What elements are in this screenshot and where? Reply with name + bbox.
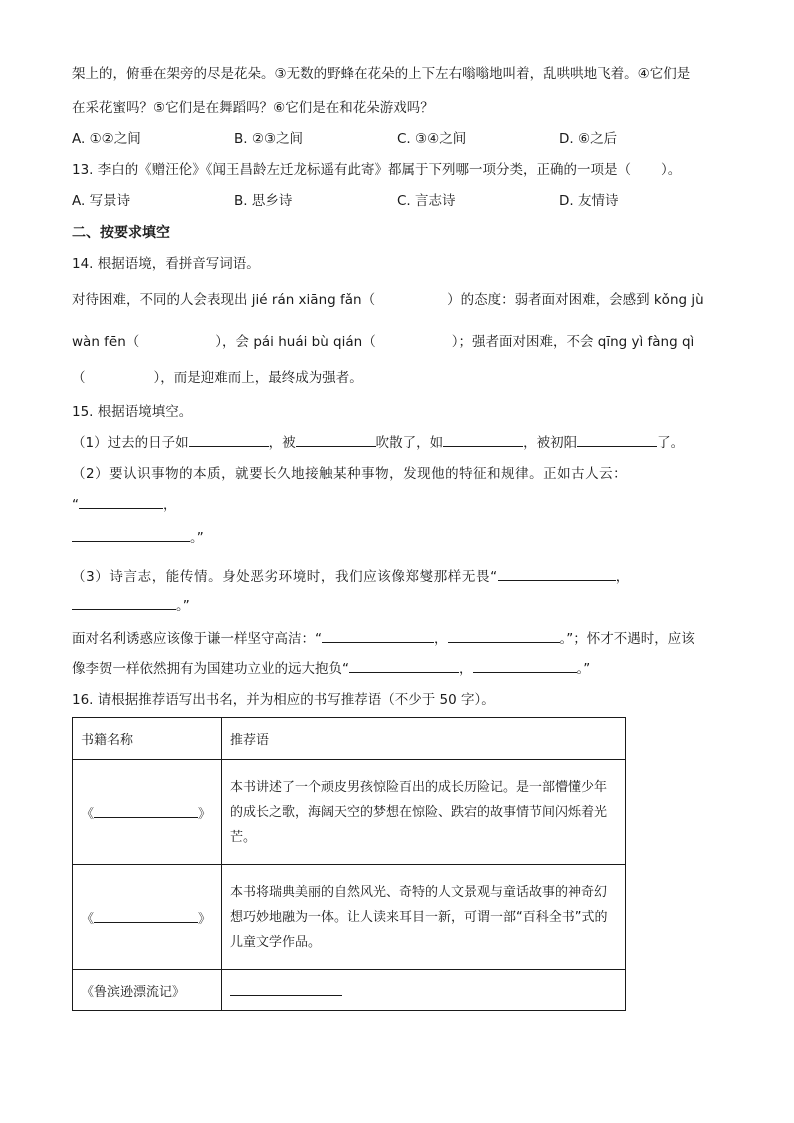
row1-book-name-blank[interactable] bbox=[94, 803, 198, 818]
row3-recommendation-blank[interactable] bbox=[230, 981, 342, 996]
q15-part-2-line-3 bbox=[72, 527, 204, 548]
q12-passage-line-1: 架上的，俯垂在架旁的尽是花朵。③无数的野蜂在花朵的上下左右嗡嗡地叫着，乱哄哄地飞着。④它们是 bbox=[72, 66, 691, 82]
q15-text-13: ， bbox=[434, 631, 448, 647]
q12-option-b[interactable]: B. ②③之间 bbox=[234, 131, 304, 147]
q15-blank-1[interactable] bbox=[189, 432, 269, 447]
book-bracket-close: 》 bbox=[198, 806, 212, 822]
q14-text-5: ）；强者面对困难，不会 qīng yì fàng qì bbox=[451, 334, 695, 350]
table-row bbox=[73, 760, 626, 865]
q12-option-c[interactable]: C. ③④之间 bbox=[397, 131, 467, 147]
q15-blank-7[interactable] bbox=[498, 566, 616, 581]
q15-text-16: ， bbox=[459, 661, 473, 677]
q13-stem-end: ）。 bbox=[661, 162, 682, 178]
q13-option-b[interactable]: B. 思乡诗 bbox=[234, 193, 293, 209]
table-row bbox=[73, 970, 626, 1011]
q14-line-1 bbox=[72, 290, 704, 310]
q16-stem: 16. 请根据推荐语写出书名，并为相应的书写推荐语（不少于 50 字）。 bbox=[72, 692, 495, 708]
q13-stem bbox=[72, 160, 681, 180]
q15-stem: 15. 根据语境填空。 bbox=[72, 404, 193, 420]
q12-option-a[interactable]: A. ①②之间 bbox=[72, 131, 141, 147]
q15-blank-5[interactable] bbox=[79, 494, 163, 509]
row1-recommendation-text: 本书讲述了一个顽皮男孩惊险百出的成长历险记。是一部懵懂少年的成长之歌，海阔天空的梦想在惊险、跌宕的故事情节间闪烁着光芒。 bbox=[230, 779, 608, 845]
q15-text-17: 。” bbox=[576, 661, 591, 677]
table-header-row bbox=[73, 718, 626, 760]
q15-part-2: （2）要认识事物的本质，就要长久地接触某种事物，发现他的特征和规律。正如古人云： bbox=[72, 466, 628, 482]
q14-text-7: ），而是迎难而上，最终成为强者。 bbox=[153, 370, 363, 386]
q15-part-5 bbox=[72, 658, 590, 679]
q13-option-a[interactable]: A. 写景诗 bbox=[72, 193, 131, 209]
q15-part-1 bbox=[72, 432, 684, 453]
q15-part-2-line-2 bbox=[72, 494, 177, 515]
q15-blank-9[interactable] bbox=[322, 628, 434, 643]
row3-recommendation bbox=[222, 970, 626, 1011]
row2-recommendation-text: 本书将瑞典美丽的自然风光、奇特的人文景观与童话故事的神奇幻想巧妙地融为一体。让人读来耳目一新，可谓一部“百科全书”式的儿童文学作品。 bbox=[230, 884, 608, 950]
q13-stem-text: 13. 李白的《赠汪伦》《闻王昌龄左迁龙标遥有此寄》都属于下列哪一项分类，正确的一项是（ bbox=[72, 162, 632, 178]
header-recommendation: 推荐语 bbox=[222, 718, 626, 760]
header-book-name: 书籍名称 bbox=[73, 718, 222, 760]
row2-recommendation bbox=[222, 865, 626, 970]
q15-part-3-line-2 bbox=[72, 595, 190, 616]
book-bracket-close: 》 bbox=[198, 911, 212, 927]
q15-text-14: 。”；怀才不遇时，应该 bbox=[559, 631, 695, 647]
q14-text-1: 对待困难，不同的人会表现出 jié rán xiāng fǎn（ bbox=[72, 292, 376, 308]
q15-text-6: “ bbox=[72, 497, 79, 513]
q15-text-12: 面对名利诱惑应该像于谦一样坚守高洁：“ bbox=[72, 631, 322, 647]
q15-text-3: 吹散了，如 bbox=[375, 435, 444, 451]
row1-book-name bbox=[73, 760, 222, 865]
q15-text-9: （3）诗言志，能传情。身处恶劣环境时，我们应该像郑燮那样无畏“ bbox=[72, 569, 498, 585]
q15-text-4: ，被初阳 bbox=[523, 435, 578, 451]
q15-text-15: 像李贺一样依然拥有为国建功立业的远大抱负“ bbox=[72, 661, 349, 677]
q15-text-11: 。” bbox=[176, 598, 190, 614]
q15-blank-4[interactable] bbox=[577, 432, 657, 447]
q14-text-2: ）的态度：弱者面对困难，会感到 kǒng jù bbox=[447, 292, 704, 308]
q15-text-1: （1）过去的日子如 bbox=[72, 435, 189, 451]
q14-line-3 bbox=[72, 368, 363, 388]
q15-blank-3[interactable] bbox=[443, 432, 523, 447]
q15-blank-10[interactable] bbox=[448, 628, 560, 643]
q15-blank-8[interactable] bbox=[72, 595, 176, 610]
q15-text-5: 了。 bbox=[657, 435, 685, 451]
book-bracket-open: 《 bbox=[81, 911, 95, 927]
q15-text-2: ，被 bbox=[268, 435, 296, 451]
q15-text-8: 。” bbox=[190, 530, 204, 546]
book-recommendation-table bbox=[72, 717, 626, 1011]
q15-text-10: ， bbox=[615, 569, 630, 585]
q13-option-c[interactable]: C. 言志诗 bbox=[397, 193, 456, 209]
q13-option-d[interactable]: D. 友情诗 bbox=[559, 193, 619, 209]
q12-option-d[interactable]: D. ⑥之后 bbox=[559, 131, 618, 147]
q12-passage-line-2: 在采花蜜吗？⑤它们是在舞蹈吗？⑥它们是在和花朵游戏吗？ bbox=[72, 100, 434, 116]
row2-book-name bbox=[73, 865, 222, 970]
table-row bbox=[73, 865, 626, 970]
q15-part-3 bbox=[72, 566, 630, 587]
row3-book-name: 《鲁滨逊漂流记》 bbox=[73, 970, 222, 1011]
q14-text-6: （ bbox=[72, 370, 86, 386]
q15-blank-2[interactable] bbox=[296, 432, 376, 447]
q14-text-3: wàn fēn（ bbox=[72, 334, 140, 350]
q15-blank-11[interactable] bbox=[349, 658, 459, 673]
q15-part-4 bbox=[72, 628, 695, 649]
section-heading: 二、按要求填空 bbox=[72, 225, 170, 241]
q14-line-2 bbox=[72, 332, 694, 352]
q15-blank-6[interactable] bbox=[72, 527, 190, 542]
q14-text-4: ），会 pái huái bù qián（ bbox=[215, 334, 376, 350]
q15-text-7: ， bbox=[163, 497, 177, 513]
q14-stem: 14. 根据语境，看拼音写词语。 bbox=[72, 256, 260, 272]
q15-blank-12[interactable] bbox=[473, 658, 577, 673]
row2-book-name-blank[interactable] bbox=[94, 908, 198, 923]
book-bracket-open: 《 bbox=[81, 806, 95, 822]
row1-recommendation bbox=[222, 760, 626, 865]
